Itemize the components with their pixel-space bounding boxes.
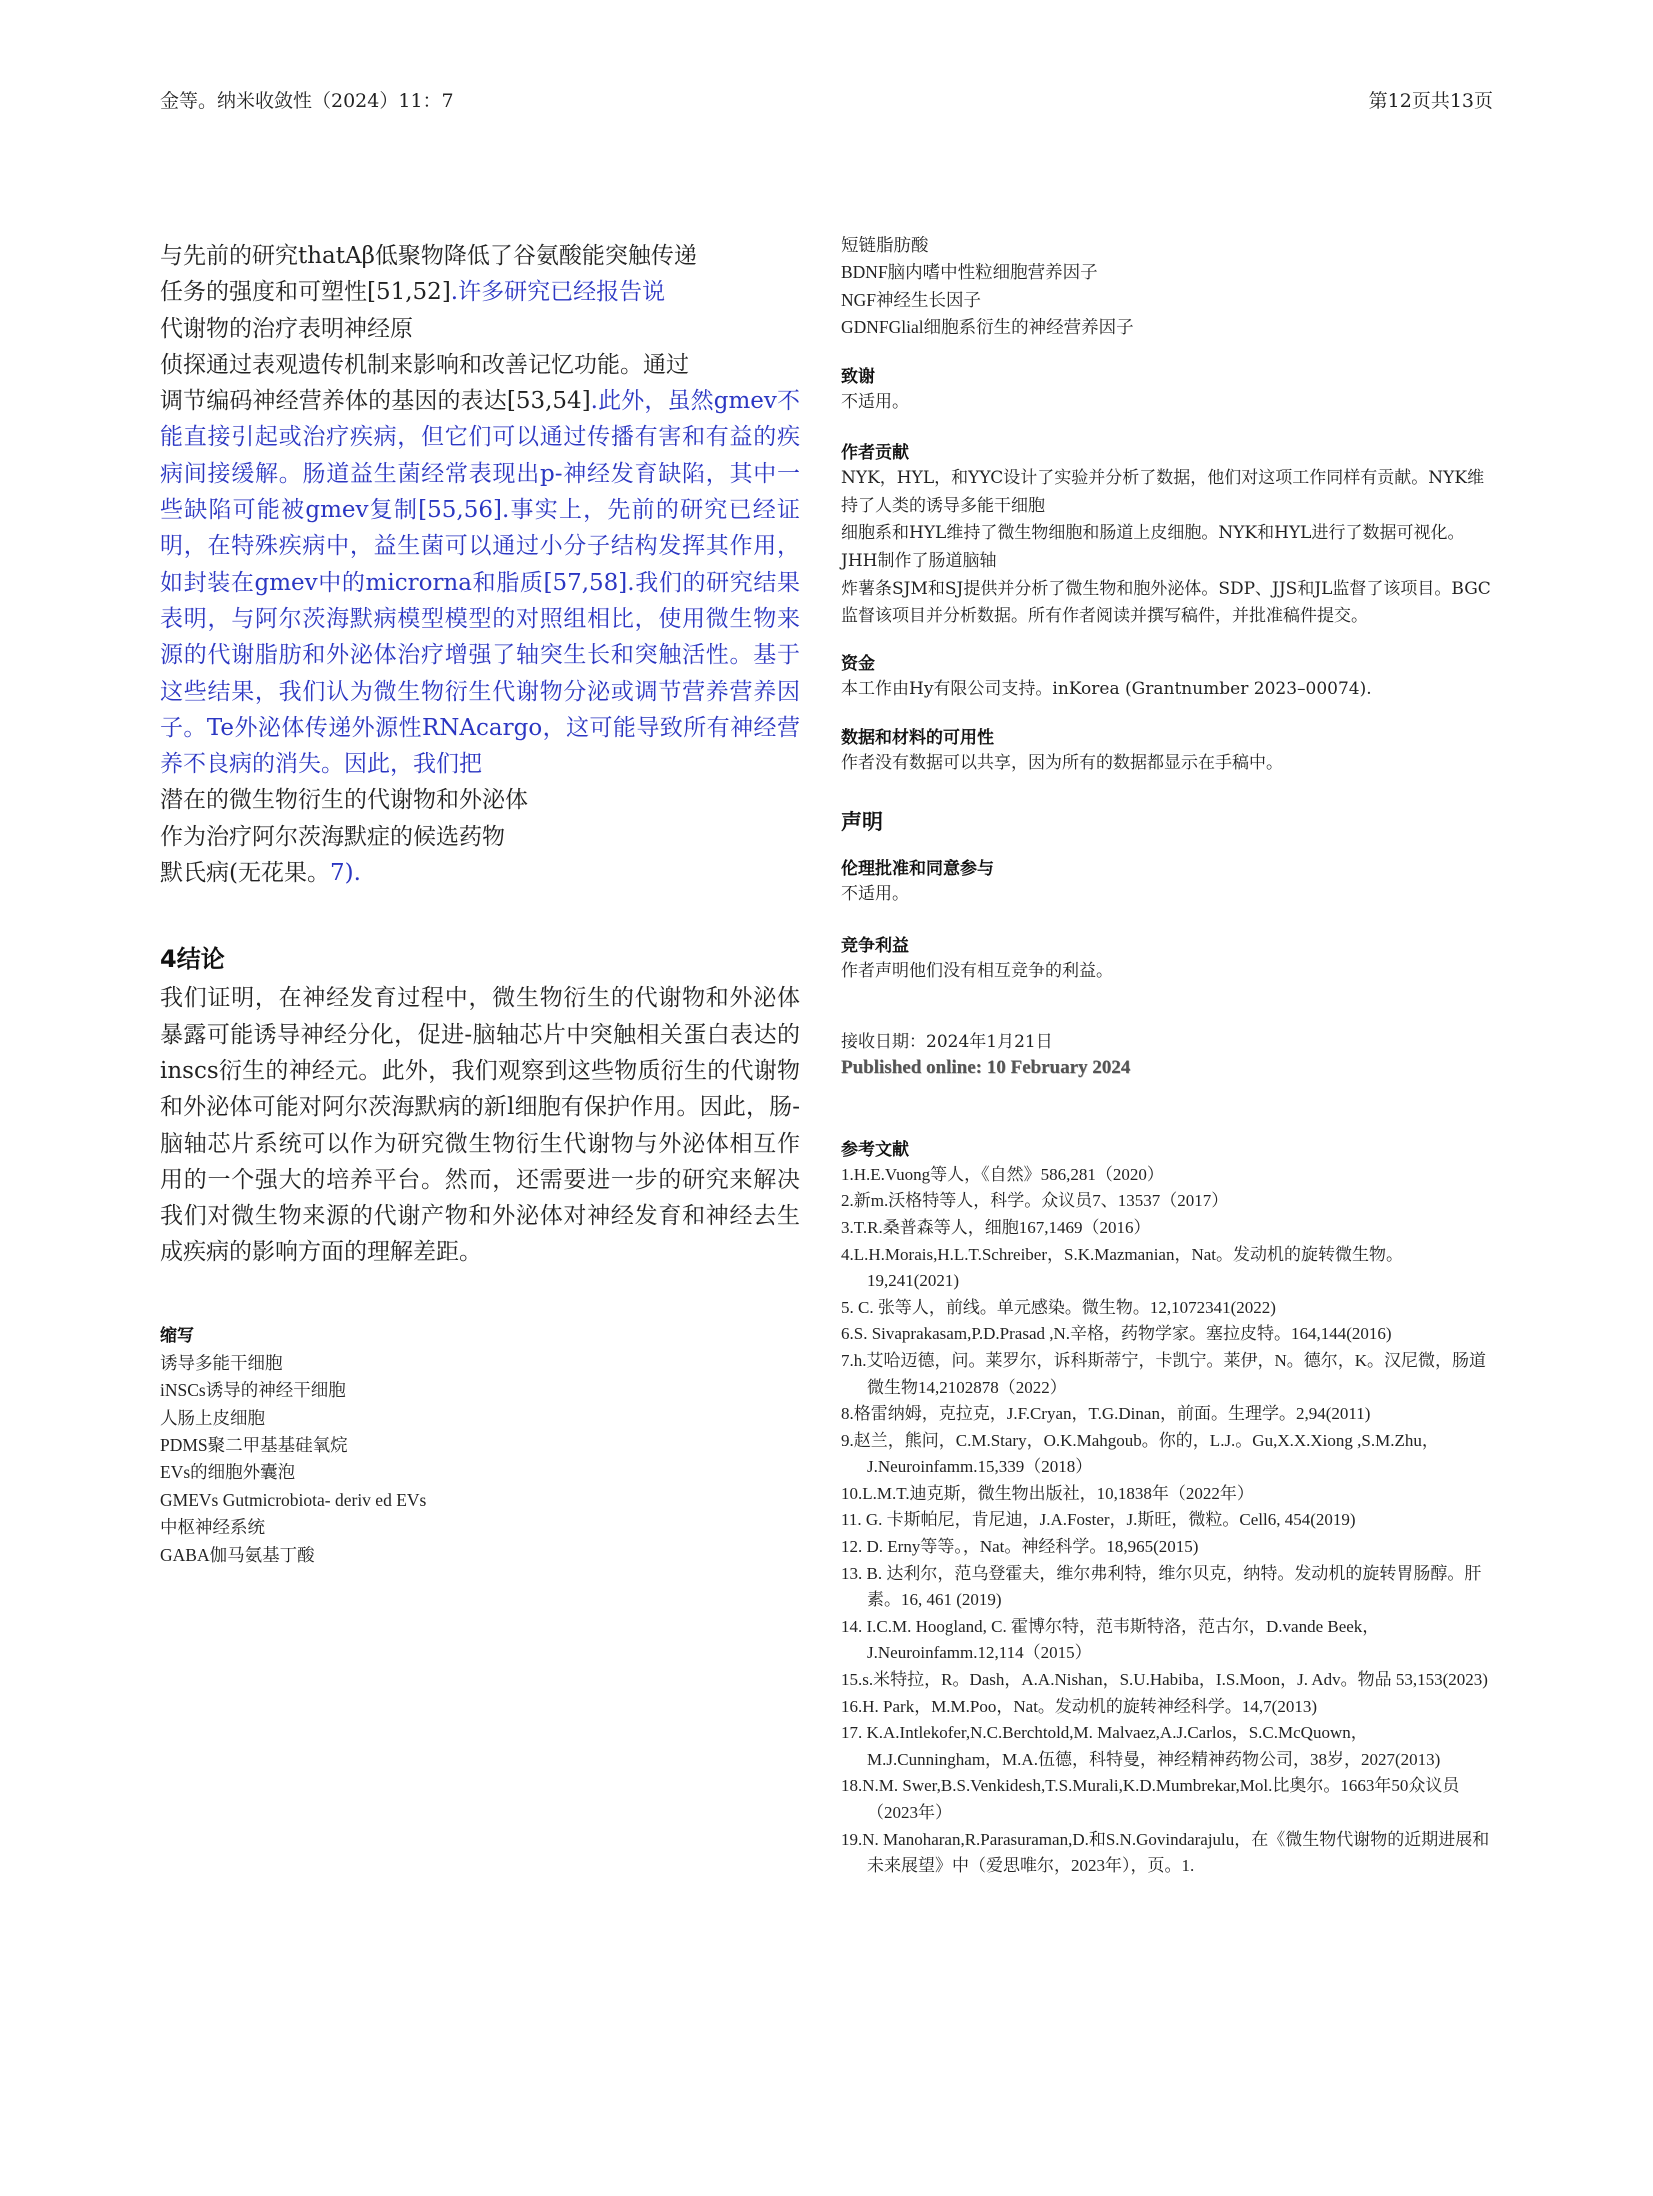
acknowledgements-text: 不适用。 <box>841 391 909 412</box>
abbreviation-item: 人肠上皮细胞 <box>160 1407 265 1428</box>
reference-item: 11. G. 卡斯帕尼，肯尼迪，J.A.Foster，J.斯旺，微粒。Cell6, 454(2019) <box>841 1510 1356 1530</box>
received-date: 接收日期：2024年1月21日 <box>841 1032 1053 1053</box>
abbreviation-item: PDMS聚二甲基基硅氧烷 <box>160 1434 348 1455</box>
figure-reference-link[interactable]: 7). <box>329 860 361 887</box>
abbreviations-heading: 缩写 <box>160 1325 194 1346</box>
abbreviations-list <box>160 1350 800 1569</box>
discussion-text-blue: .此外，虽然gmev不能直接引起或治疗疾病，但它们可以通过传播有害和有益的疾病间接缓解。肠道益生菌经常表现出p-神经发育缺陷，其中一些缺陷可能被gmev复制[55,56].事实上，先前的研究已经证明，在特殊疾病中，益生菌可以通过小分子结构发挥其作用，如封装在gmev中的microrna和脂质[57,58].我们的研究结果表明，与阿尔茨海默病模型模型的对照组相比，使用微生物来源的代谢脂肪和外泌体治疗增强了轴突生长和突触活性。基于这些结果，我们认为微生物衍生代谢物分泌或调节营养营养因子。Te外泌体传递外源性RNAcargo，这可能导致所有神经营养不良病的消失。因此，我们把 <box>160 388 800 778</box>
reference-item: 7.h.艾哈迈德，问。莱罗尔，诉科斯蒂宁，卡凯宁。莱伊，N。德尔，K。汉尼微，肠道微生物14,2102878（2022） <box>841 1350 1487 1397</box>
page-number: 第12页共13页 <box>1368 90 1493 112</box>
reference-item: 2.新m.沃格特等人，科学。众议员7、13537（2017） <box>841 1191 1229 1211</box>
reference-item: 9.赵兰，熊问，C.M.Stary，O.K.Mahgoub。你的，L.J.。Gu,X.X.Xiong ,S.M.Zhu，J.Neuroinfamm.15,339（2018） <box>841 1430 1439 1477</box>
contributions-heading: 作者贡献 <box>841 443 909 464</box>
reference-item: 18.N.M. Swer,B.S.Venkidesh,T.S.Murali,K.D.Mumbrekar,Mol.比奥尔。1663年50众议员（2023年） <box>841 1776 1460 1822</box>
ethics-heading: 伦理批准和同意参与 <box>841 858 994 879</box>
abbreviation-item: GDNFGlial细胞系衍生的神经营养因子 <box>841 317 1134 338</box>
discussion-line: 默氏病(无花果。 <box>160 860 330 887</box>
reference-item: 8.格雷纳姆，克拉克，J.F.Cryan，T.G.Dinan，前面。生理学。2,94(2011) <box>841 1404 1371 1424</box>
discussion-line: .许多研究已经报告说 <box>450 279 666 306</box>
reference-item: 10.L.M.T.迪克斯，微生物出版社，10,1838年（2022年） <box>841 1483 1254 1503</box>
running-header-citation: 金等。纳米收敛性（2024）11：7 <box>160 90 454 112</box>
reference-item: 19.N. Manoharan,R.Parasuraman,D.和S.N.Govindarajulu，在《微生物代谢物的近期进展和未来展望》中（爱思唯尔，2023年），页。1. <box>841 1829 1490 1876</box>
discussion-line: 任务的强度和可塑性[51,52] <box>160 279 451 306</box>
left-column <box>160 238 800 1569</box>
discussion-line: 调节编码神经营养体的基因的表达[53,54] <box>160 388 591 415</box>
discussion-line: 代谢物的治疗表明神经原 <box>160 315 413 342</box>
reference-item: 4.L.H.Morais,H.L.T.Schreiber，S.K.Mazmanian，Nat。发动机的旋转微生物。19,241(2021) <box>841 1244 1404 1291</box>
discussion-line: 与先前的研究thatAβ低聚物降低了谷氨酸能突触传递 <box>160 243 697 269</box>
reference-item: 12. D. Erny等等。，Nat。神经科学。18,965(2015) <box>841 1537 1199 1557</box>
reference-item: 14. I.C.M. Hoogland, C. 霍博尔特，范韦斯特洛，范古尔，D.vande Beek，J.Neuroinfamm.12,114（2015） <box>841 1616 1380 1663</box>
funding-text: 本工作由Hy有限公司支持。inKorea (Grantnumber 2023–00074). <box>841 678 1372 699</box>
funding-heading: 资金 <box>841 653 875 674</box>
competing-interests-heading: 竞争利益 <box>841 935 909 956</box>
discussion-line: 侦探通过表观遗传机制来影响和改善记忆功能。通过 <box>160 351 689 378</box>
abbreviation-item: 短链脂肪酸 <box>841 235 929 255</box>
conclusion-heading: 4结论 <box>160 945 225 974</box>
contributions-line: NYK，HYL，和YYC设计了实验并分析了数据，他们对这项工作同样有贡献。NYK维持了人类的诱导多能干细胞 <box>841 468 1485 516</box>
abbreviation-item: iNSCs诱导的神经干细胞 <box>160 1380 346 1401</box>
right-column <box>841 235 1493 1880</box>
data-availability-text: 作者没有数据可以共享，因为所有的数据都显示在手稿中。 <box>841 753 1283 774</box>
conclusion-paragraph: 我们证明，在神经发育过程中，微生物衍生的代谢物和外泌体暴露可能诱导神经分化，促进-脑轴芯片中突触相关蛋白表达的inscs衍生的神经元。此外，我们观察到这些物质衍生的代谢物和外泌体可能对阿尔茨海默病的新l细胞有保护作用。因此，肠-脑轴芯片系统可以作为研究微生物衍生代谢物与外泌体相互作用的一个强大的培养平台。然而，还需要进一步的研究来解决我们对微生物来源的代谢产物和外泌体对神经发育和神经去生成疾病的影响方面的理解差距。 <box>160 985 800 1266</box>
reference-item: 1.H.E.Vuong等人，《自然》586,281（2020） <box>841 1164 1164 1184</box>
ethics-text: 不适用。 <box>841 883 909 904</box>
references-list <box>841 1162 1493 1880</box>
abbreviations-list-continued <box>841 232 1493 342</box>
discussion-line: 作为治疗阿尔茨海默症的候选药物 <box>160 823 505 850</box>
abbreviation-item: 中枢神经系统 <box>160 1517 265 1538</box>
reference-item: 13. B. 达利尔，范乌登霍夫，维尔弗利特，维尔贝克，纳特。发动机的旋转胃肠醇。肝素。16, 461 (2019) <box>841 1563 1482 1610</box>
abbreviation-item: GMEVs Gutmicrobiota- deriv ed EVs <box>160 1489 427 1510</box>
abbreviation-item: 诱导多能干细胞 <box>160 1352 283 1373</box>
acknowledgements-heading: 致谢 <box>841 366 875 387</box>
reference-item: 15.s.米特拉，R。Dash，A.A.Nishan，S.U.Habiba，I.S.Moon，J. Adv。物品 53,153(2023) <box>841 1670 1488 1690</box>
abbreviation-item: NGF神经生长因子 <box>841 289 982 310</box>
data-availability-heading: 数据和材料的可用性 <box>841 728 994 749</box>
contributions-line: 细胞系和HYL维持了微生物细胞和肠道上皮细胞。NYK和HYL进行了数据可视化。JHH制作了肠道脑轴 <box>841 523 1465 571</box>
contributions-text <box>841 465 1493 631</box>
abbreviation-item: BDNF脑内嗜中性粒细胞营养因子 <box>841 262 1098 283</box>
abbreviation-item: GABA伽马氨基丁酸 <box>160 1544 315 1565</box>
competing-interests-text: 作者声明他们没有相互竞争的利益。 <box>841 960 1113 981</box>
reference-item: 3.T.R.桑普森等人，细胞167,1469（2016） <box>841 1217 1151 1237</box>
reference-item: 5. C. 张等人，前线。单元感染。微生物。12,1072341(2022) <box>841 1297 1276 1317</box>
references-heading: 参考文献 <box>841 1139 909 1160</box>
contributions-line: 炸薯条SJM和SJ提供并分析了微生物和胞外泌体。SDP、JJS和JL监督了该项目。BGC监督该项目并分析数据。所有作者阅读并撰写稿件，并批准稿件提交。 <box>841 578 1491 627</box>
declarations-heading: 声明 <box>841 809 883 834</box>
reference-item: 16.H. Park，M.M.Poo，Nat。发动机的旋转神经科学。14,7(2013) <box>841 1696 1317 1716</box>
abbreviation-item: EVs的细胞外囊泡 <box>160 1462 296 1483</box>
discussion-paragraph <box>160 238 800 891</box>
discussion-line: 潜在的微生物衍生的代谢物和外泌体 <box>160 787 528 814</box>
reference-item: 17. K.A.Intlekofer,N.C.Berchtold,M. Malvaez,A.J.Carlos，S.C.McQuown，M.J.Cunningham，M.A.伍德，科特曼，神经精神药物公司，38岁，2027(2013) <box>841 1723 1441 1769</box>
published-date: Published online: 10 February 2024 <box>841 1056 1131 1078</box>
reference-item: 6.S. Sivaprakasam,P.D.Prasad ,N.辛格，药物学家。塞拉皮特。164,144(2016) <box>841 1324 1392 1344</box>
